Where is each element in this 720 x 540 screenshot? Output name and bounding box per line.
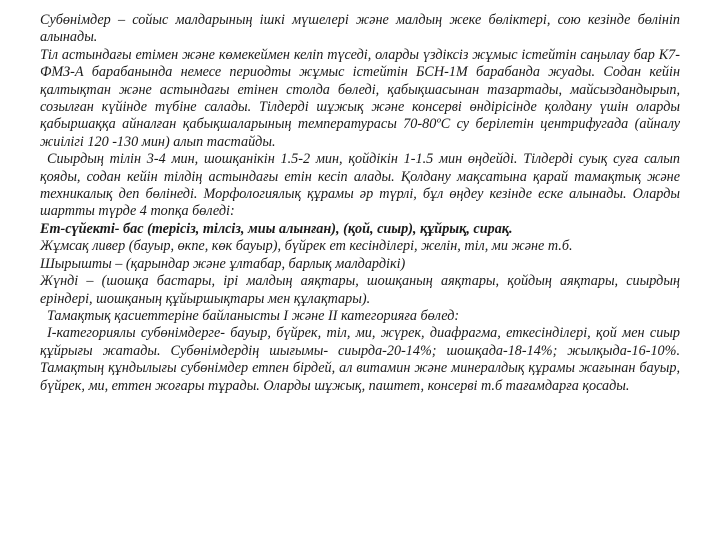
group-wool: Жүнді – (шошқа бастары, ірі малдың аяқтары, шошқаның аяқтары, қойдың аяқтары, сиырдың еріндері, шошқаның құйыршықтары мен құлақтары). xyxy=(40,273,680,307)
paragraph-definition: Субөнімдер – сойыс малдарының ішкі мүшелері және малдың жеке бөліктері, сою кезінде бөлініп алынады. xyxy=(40,12,680,46)
paragraph-tongue-processing: Тіл астындағы етімен және көмекеймен келіп түседі, оларды үздіксіз жұмыс істейтін саңылау бар К7-ФМЗ-А барабанында немесе периодты жұмыс істейтін БСН-1М барабанда жуады. Содан кейін қалтықтан және астындағы етінен столда бөледі, қабықшасынан тазартады, майсыздандырып, созылған күйінде түбіне салады. Тілдерді шұжық және консерві өндірісінде қолдану үшін оларды қабыршаққа айналған қабықшаларының температурасы 70-80ºС су берілетін центрифугада (айналу жиілігі 120 -130 мин) алып тастайды. xyxy=(40,46,680,150)
paragraph-categories: Тамақтық қасиеттеріне байланысты І және ІІ категорияға бөлед: xyxy=(47,307,460,324)
paragraph-processing-times: Сиырдың тілін 3-4 мин, шошқанікін 1.5-2 мин, қойдікін 1-1.5 мин өңдейді. Тілдерді суық суға салып қояды, содан кейін тілдің астындағы етін кесіп алады. Қолдану мақсатына қарай тамақтық және техникалық деп бөлінеді. Морфологиялық құрамы әр түрлі, бұл өңдеу кезінде еске алынады. Оларды шартты түрде 4 топқа бөледі: xyxy=(40,151,680,220)
group-mucous: Шырышты – (қарындар және ұлтабар, барлық малдардікі) xyxy=(40,255,406,272)
paragraph-category-one: І-категориялы субөнімдерге- бауыр, бүйрек, тіл, ми, жүрек, диафрагма, еткесінділері, қой мен сиыр құйрығы жатады. Субөнімдердің шығымы- сиырда-20-14%; шошқада-18-14%; жылқыда-16-10%. Тамақтың құндылығы субөнімдер етпен бірдей, ал витамин және минералдық құрамы жағынан бауыр, бүйрек, ми, еттен жоғары тұрады. Оларды шұжық, паштет, консерві т.б тағамдарға қосады. xyxy=(40,325,680,394)
group-soft-liver: Жұмсақ ливер (бауыр, өкпе, көк бауыр), бүйрек ет кесінділері, желін, тіл, ми және т.б. xyxy=(40,238,573,255)
group-meat-bone: Ет-сүйекті- бас (терісіз, тілсіз, миы алынған), (қой, сиыр), құйрық, сирақ. xyxy=(40,220,513,237)
document-body xyxy=(40,12,680,395)
